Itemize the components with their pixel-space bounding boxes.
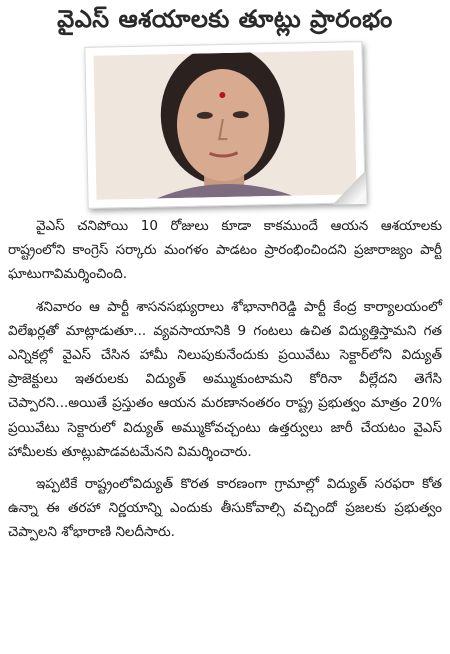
page-curl	[332, 170, 367, 205]
article-paragraph-2: శనివారం ఆ పార్టీ శాసనసభ్యురాలు శోభానాగిరెడ్డి పార్టీ కేంద్ర కార్యాలయంలో విలేఖర్లతో మాట్లాడుతూ... వ్యవసాయానికి 9 గంటలు ఉచిత విద్యుత్తిస్తామని గత ఎన్నికల్లో వైఎస్ చేసిన హామీ నిలుపుకునేందుకు ప్రయివేటు సెక్టార్‌లోని విద్యుత్ ప్రాజెక్టులు ఇతరులకు విద్యుత్ అమ్ముకుంటామని కోరినా వీల్లేదని తెగేసి చెప్పారని...అయితే ప్రస్తుతం ఆయన మరణానంతరం రాష్ట్ర ప్రభుత్వం మాత్రం 20% ప్రయివేటు సెక్టారులో విద్యుత్ అమ్ముకోవచ్చంటు ఉత్తర్వులు జారీ చేయటం వైఎస్ హామీలకు తూట్లుపొడవటమేనని విమర్శించారు.	[8, 298, 442, 460]
article-body	[8, 214, 442, 553]
headline: వైఎస్ ఆశయాలకు తూట్లు ప్రారంభం	[57, 4, 393, 33]
portrait-photo	[94, 50, 357, 199]
article-paragraph-3: ఇప్పటికే రాష్ట్రంలోవిద్యుత్ కొరత కారణంగా గ్రామాల్లో విద్యుత్ సరఫరా కోత ఉన్నా ఈ తరహా నిర్ణయాన్ని ఎందుకు తీసుకోవాల్సి వచ్చిందో ప్రజలకు ప్రభుత్వం చెప్పాలని శోభారాణి నిలదీసారు.	[8, 476, 442, 541]
photo-card	[84, 41, 365, 209]
article-paragraph-1: వైఎస్ చనిపోయి 10 రోజులు కూడా కాకముందే ఆయన ఆశయాలకు రాష్ట్రంలోని కాంగ్రెస్ సర్కారు మంగళం పాడటం ప్రారంభించిందని ప్రజారాజ్యం పార్టీ ఘాటుగావిమర్శించింది.	[8, 218, 442, 283]
woman-portrait-icon	[94, 50, 357, 199]
